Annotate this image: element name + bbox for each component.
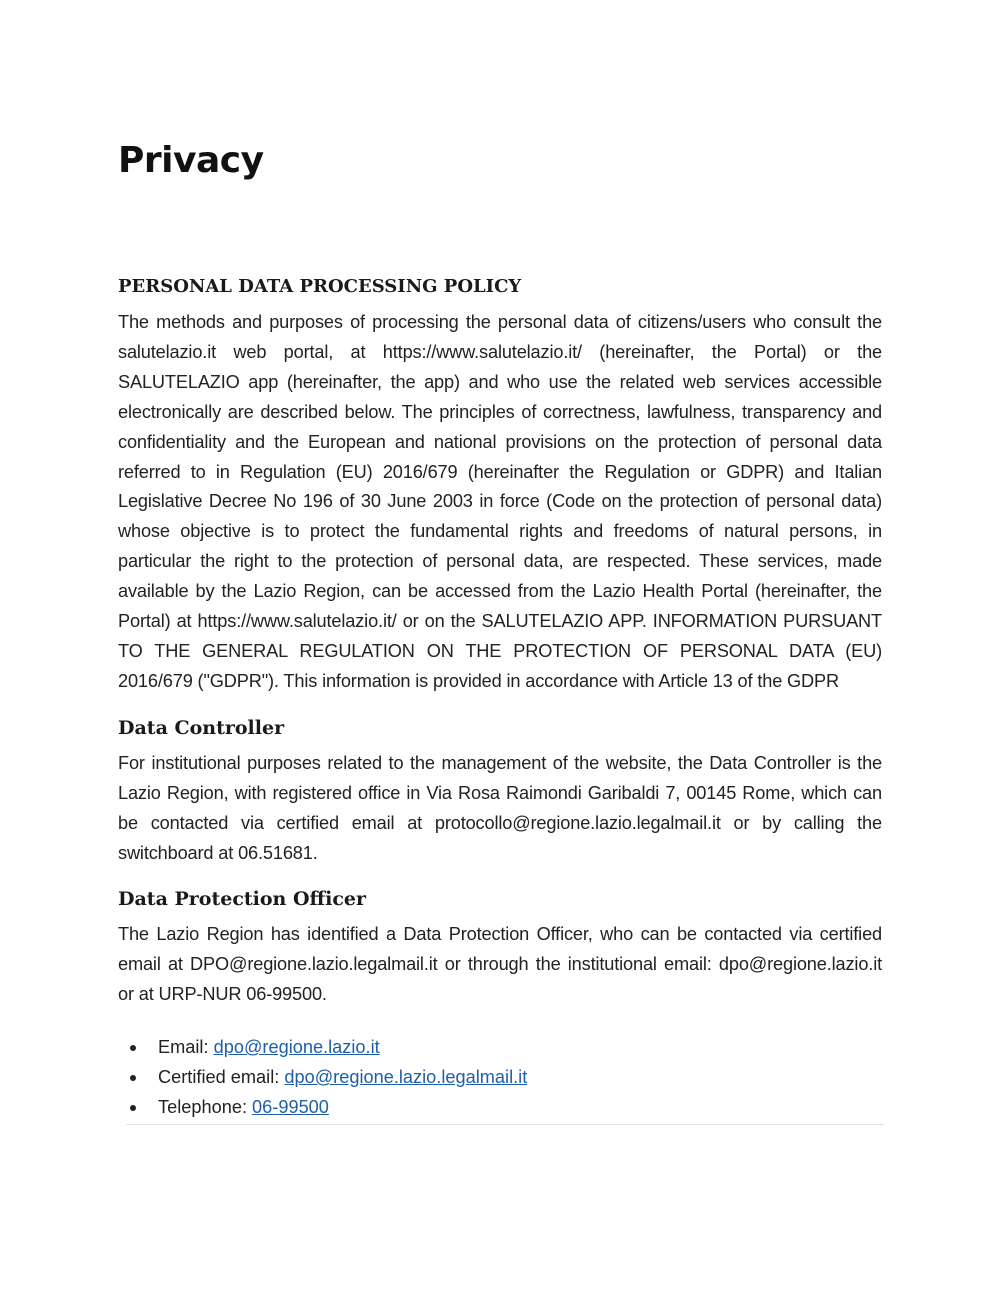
contact-label: Certified email: bbox=[158, 1067, 285, 1088]
controller-body: For institutional purposes related to the management of the website, the Data Controller is the Lazio Region, with registered office in Via Rosa Raimondi Garibaldi 7, 00145 Rome, which can be contacted via certified email at protocollo@regione.lazio.legalmail.it or by calling the switchboard at 06.51681. bbox=[118, 752, 882, 863]
dpo-body: The Lazio Region has identified a Data Protection Officer, who can be contacted via certified email at DPO@regione.lazio.legalmail.it or through the institutional email: dpo@regione.lazio.it or at URP-NUR 06-99500. bbox=[118, 924, 882, 1005]
policy-heading: PERSONAL DATA PROCESSING POLICY bbox=[118, 276, 522, 297]
controller-heading: Data Controller bbox=[118, 716, 285, 739]
bullet-icon bbox=[130, 1105, 136, 1111]
contact-item-email bbox=[118, 1032, 882, 1062]
bullet-icon bbox=[130, 1045, 136, 1051]
controller-section bbox=[118, 713, 882, 869]
dpo-section bbox=[118, 884, 882, 1125]
section-divider bbox=[126, 1124, 884, 1125]
telephone-link[interactable]: 06-99500 bbox=[252, 1097, 329, 1118]
bullet-icon bbox=[130, 1075, 136, 1081]
contact-label: Telephone: bbox=[158, 1097, 253, 1118]
page-content bbox=[118, 272, 882, 1125]
dpo-heading: Data Protection Officer bbox=[118, 888, 367, 911]
contact-label: Email: bbox=[158, 1037, 214, 1058]
dpo-contact-list bbox=[118, 1032, 882, 1122]
policy-section bbox=[118, 272, 882, 697]
contact-item-telephone bbox=[118, 1092, 882, 1122]
contact-item-certified-email bbox=[118, 1062, 882, 1092]
email-link[interactable]: dpo@regione.lazio.it bbox=[213, 1037, 380, 1058]
policy-body: The methods and purposes of processing the personal data of citizens/users who consult the salutelazio.it web portal, at https://www.salutelazio.it/ (hereinafter, the Portal) or the SALUTELAZIO app (hereinafter, the app) and who use the related web services accessible electronically are described below. The principles of correctness, lawfulness, transparency and confidentiality and the European and national provisions on the protection of personal data referred to in Regulation (EU) 2016/679 (hereinafter the Regulation or GDPR) and Italian Legislative Decree No 196 of 30 June 2003 in force (Code on the protection of personal data) whose objective is to protect the fundamental rights and freedoms of natural persons, in particular the right to the protection of personal data, are respected. These services, made available by the Lazio Region, can be accessed from the Lazio Health Portal (hereinafter, the Portal) at https://www.salutelazio.it/ or on the SALUTELAZIO APP. INFORMATION PURSUANT TO THE GENERAL REGULATION ON THE PROTECTION OF PERSONAL DATA (EU) 2016/679 ("GDPR"). This information is provided in accordance with Article 13 of the GDPR bbox=[118, 312, 882, 691]
page-title: Privacy bbox=[118, 140, 264, 181]
certified-email-link[interactable]: dpo@regione.lazio.legalmail.it bbox=[284, 1067, 528, 1088]
